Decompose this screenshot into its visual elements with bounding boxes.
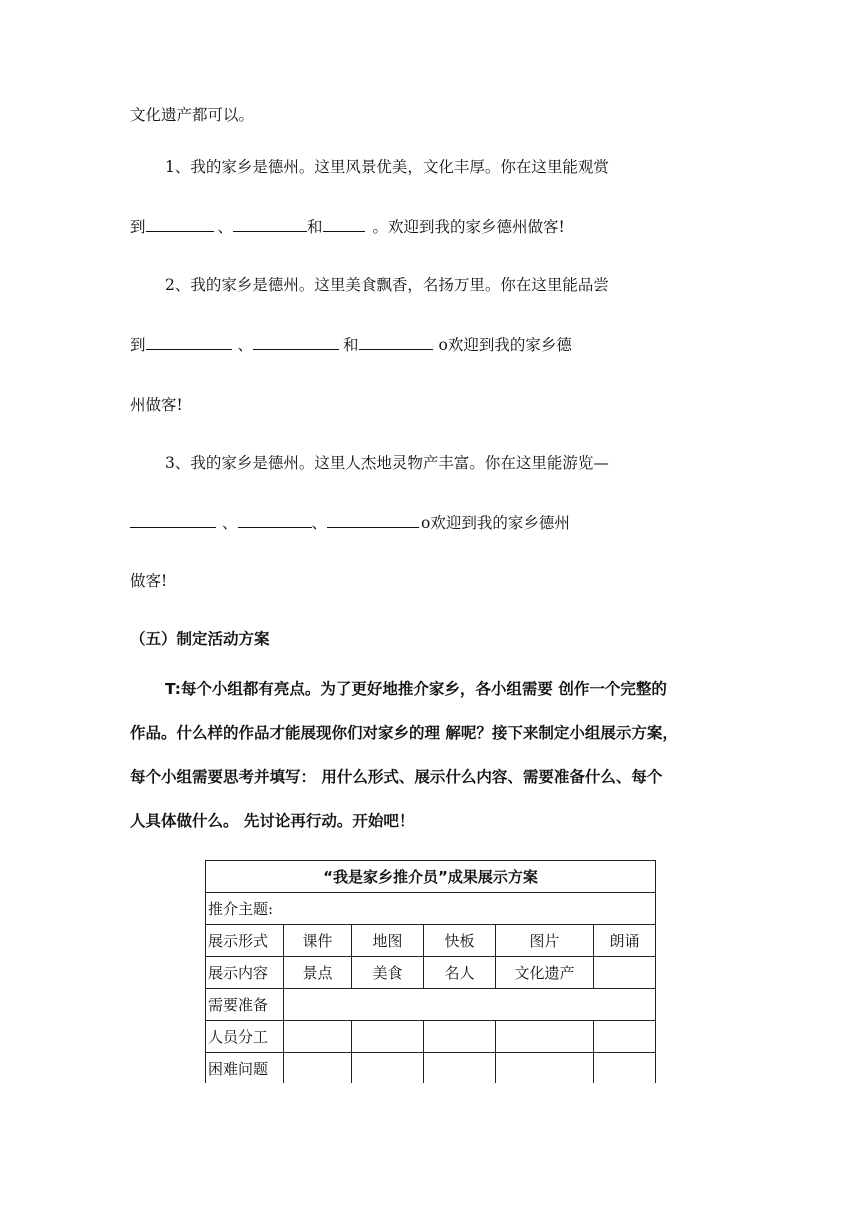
prepare-label: 需要准备	[206, 989, 284, 1021]
content-cell: 美食	[352, 957, 424, 989]
section-heading: （五）制定活动方案	[130, 630, 270, 648]
item3-line3: 做客!	[130, 572, 168, 590]
paragraph-continuation: 文化遗产都可以。	[130, 106, 255, 124]
content-label: 展示内容	[206, 957, 284, 989]
instruction-line: 作品。什么样的作品才能展现你们对家乡的理 解呢？接下来制定小组展示方案，	[130, 724, 678, 742]
item3-line1: 3、我的家乡是德州。这里人杰地灵物产丰富。你在这里能游览—	[165, 454, 609, 472]
fill-blank[interactable]	[233, 216, 307, 232]
problem-cell[interactable]	[594, 1053, 656, 1084]
table-title: “我是家乡推介员”成果展示方案	[206, 861, 656, 893]
item3-sep1: 、	[222, 514, 238, 532]
form-cell: 图片	[496, 925, 594, 957]
fill-blank[interactable]	[359, 334, 433, 350]
fill-blank[interactable]	[130, 512, 216, 528]
staff-cell[interactable]	[352, 1021, 424, 1053]
problem-cell[interactable]	[284, 1053, 352, 1084]
content-cell: 景点	[284, 957, 352, 989]
item1-pre: 到	[130, 218, 146, 236]
fill-blank[interactable]	[238, 512, 312, 528]
item2-post: o欢迎到我的家乡德	[438, 336, 572, 354]
content-cell: 文化遗产	[496, 957, 594, 989]
item2-line3: 州做客!	[130, 396, 183, 414]
item2-pre: 到	[130, 336, 146, 354]
prepare-cell[interactable]	[284, 989, 656, 1021]
item3-post: o欢迎到我的家乡德州	[421, 514, 570, 532]
plan-table	[205, 860, 656, 1083]
problem-label: 困难问题	[206, 1053, 284, 1084]
fill-blank[interactable]	[253, 334, 339, 350]
content-cell	[594, 957, 656, 989]
item3-line2	[130, 512, 570, 534]
form-cell: 课件	[284, 925, 352, 957]
item3-sep2: 、	[311, 514, 328, 532]
form-cell: 朗诵	[594, 925, 656, 957]
item1-sep1: 、	[217, 218, 234, 236]
theme-label: 推介主题:	[206, 893, 656, 925]
item2-sep2: 和	[343, 336, 359, 354]
fill-blank[interactable]	[323, 216, 365, 232]
item2-line1: 2、我的家乡是德州。这里美食飘香，名扬万里。你在这里能品尝	[165, 276, 609, 294]
item2-line2	[130, 334, 572, 356]
fill-blank[interactable]	[146, 334, 232, 350]
item2-sep1: 、	[237, 336, 254, 354]
item1-sep2: 和	[307, 218, 323, 236]
instruction-line: T:每个小组都有亮点。为了更好地推介家乡，各小组需要 创作一个完整的	[165, 680, 667, 698]
item1-line1: 1、我的家乡是德州。这里风景优美，文化丰厚。你在这里能观赏	[165, 158, 609, 176]
fill-blank[interactable]	[327, 512, 419, 528]
problem-cell[interactable]	[424, 1053, 496, 1084]
staff-cell[interactable]	[424, 1021, 496, 1053]
fill-blank[interactable]	[146, 216, 214, 232]
staff-cell[interactable]	[496, 1021, 594, 1053]
problem-cell[interactable]	[352, 1053, 424, 1084]
staff-cell[interactable]	[594, 1021, 656, 1053]
problem-cell[interactable]	[496, 1053, 594, 1084]
form-cell: 快板	[424, 925, 496, 957]
form-cell: 地图	[352, 925, 424, 957]
item1-line2	[130, 216, 565, 238]
staff-cell[interactable]	[284, 1021, 352, 1053]
staff-label: 人员分工	[206, 1021, 284, 1053]
instruction-line: 人具体做什么。 先讨论再行动。开始吧！	[130, 812, 415, 830]
content-cell: 名人	[424, 957, 496, 989]
form-label: 展示形式	[206, 925, 284, 957]
item1-post: 。欢迎到我的家乡德州做客!	[372, 218, 565, 236]
instruction-line: 每个小组需要思考并填写： 用什么形式、展示什么内容、需要准备什么、每个	[130, 768, 663, 786]
